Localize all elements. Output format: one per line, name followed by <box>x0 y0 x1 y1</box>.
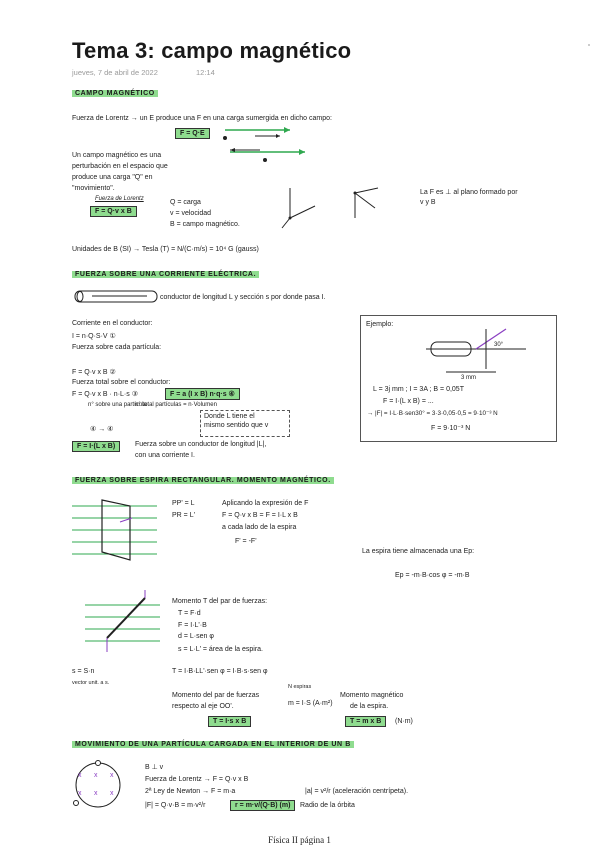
svg-text:x: x <box>94 790 98 797</box>
v-definition: v = velocidad <box>170 210 212 217</box>
t-fd: T = F·d <box>178 610 201 617</box>
t-equation: T = I·B·LL'·sen φ = I·B·s·sen φ <box>172 668 268 675</box>
espiras-note: N espiras <box>288 684 312 690</box>
f-boxed-4: F = a (I x B) n·q·s ④ <box>165 388 240 400</box>
donde-line-1: Donde L tiene el <box>204 413 255 420</box>
pp-label: PP' = L <box>172 500 195 507</box>
lorentz-small-label: Fuerza de Lorentz <box>95 196 144 202</box>
page-title: Tema 3: campo magnético <box>72 38 352 63</box>
units-line: Unidades de B (SI) → Tesla (T) = N/(C·m/s) = 10⁴ G (gauss) <box>72 246 259 253</box>
t-box: T = I·s x B <box>208 716 251 727</box>
lorentz-line: Fuerza de Lorentz → un E produce una F en una carga sumergida en dicho campo: <box>72 115 332 122</box>
section-heading-fuerza-corriente: FUERZA SOBRE UNA CORRIENTE ELÉCTRICA. <box>72 271 259 278</box>
ejemplo-data: L = 3j mm ; I = 3A ; B = 0,05T <box>373 386 464 393</box>
conductor-desc: conductor de longitud L y sección s por donde pasa I. <box>160 294 326 301</box>
orbit-sketch <box>68 755 138 815</box>
def-line-1: Un campo magnético es una <box>72 152 162 159</box>
arrow-4: ④ → ④ <box>90 426 114 433</box>
formula-f-qvb: F = Q·v x B <box>90 206 137 217</box>
b-definition: B = campo magnético. <box>170 221 240 228</box>
nparts-note: n° sobre una partícula <box>88 402 147 408</box>
f-total-eq: F = Q·v x B · n·L·s ③ <box>72 391 138 398</box>
note-time: 12:14 <box>196 68 215 77</box>
f-eq-2: F = Q·v x B ② <box>72 369 116 376</box>
charge-field-sketch <box>220 120 360 180</box>
m-equation: m = I·S (A·m²) <box>288 700 333 707</box>
lorentz-force: Fuerza de Lorentz → F = Q·v x B <box>145 776 249 783</box>
momento-par-line-1: Momento del par de fuerzas <box>172 692 260 699</box>
ejemplo-label: Ejemplo: <box>366 321 394 328</box>
fuerza-total-label: Fuerza total sobre el conductor: <box>72 379 171 386</box>
aplicando-4: F' = -F' <box>235 538 257 545</box>
pr-label: PR = L' <box>172 512 195 519</box>
conductor-sketch <box>72 288 162 306</box>
donde-line-2: mismo sentido que v <box>204 422 269 429</box>
espira-sketch <box>72 492 162 572</box>
b-perp-v: B ⊥ v <box>145 764 164 771</box>
section-heading-movimiento: MOVIMIENTO DE UNA PARTÍCULA CARGADA EN EL INTERIOR DE UN B <box>72 741 354 748</box>
svg-text:x: x <box>94 772 98 779</box>
ejemplo-angle: 30° <box>494 342 504 348</box>
i-equation: I = n·Q·S·V ① <box>72 333 116 340</box>
s-area: s = L·L' = área de la espira. <box>178 646 263 653</box>
ejemplo-box <box>360 315 557 442</box>
ejemplo-sketch <box>406 324 546 379</box>
ejemplo-modulo: → |F| = I·L·B·sen30° = 3·3·0,05·0,5 = 9·10⁻³ N <box>367 410 498 417</box>
donde-box <box>200 410 290 437</box>
radio-label: Radio de la órbita <box>300 802 355 809</box>
note-date: jueves, 7 de abril de 2022 <box>72 68 158 77</box>
svg-text:x: x <box>78 772 82 779</box>
espira-ep-line: La espira tiene almacenada una Ep: <box>362 548 475 555</box>
section-heading-campo: CAMPO MAGNÉTICO <box>72 90 158 97</box>
f-ilb: F = I·L'·B <box>178 622 207 629</box>
aplicando-1: Aplicando la expresión de F <box>222 500 309 507</box>
vector-axes-sketch <box>280 178 420 233</box>
momento-par-title: Momento T del par de fuerzas: <box>172 598 268 605</box>
ejemplo-resultado: F = 9·10⁻³ N <box>431 425 471 432</box>
def-line-2: perturbación en el espacio que <box>72 163 168 170</box>
radio-equation: |F| = Q·v·B = m·v²/r <box>145 802 206 809</box>
svg-text:x: x <box>78 790 82 797</box>
nparts-total: n° total partículas = n·Volumen <box>135 402 217 408</box>
newton-law: 2ª Ley de Newton → F = m·a <box>145 788 236 795</box>
aplicando-2: F = Q·v x B = F = I·L x B <box>222 512 298 519</box>
ejemplo-length: 3 mm <box>461 375 476 379</box>
scroll-marker <box>588 44 590 46</box>
def-line-3: produce una carga "Q" en <box>72 174 153 181</box>
t-mb-box: T = m x B <box>345 716 386 727</box>
s-sn: s = S·n <box>72 668 95 675</box>
aplicando-3: a cada lado de la espira <box>222 524 297 531</box>
radio-box: r = m·v/(Q·B) (m) <box>230 800 295 811</box>
nm-unit: (N·m) <box>395 718 413 725</box>
perp-line-2: v y B <box>420 199 436 206</box>
section-heading-espira: FUERZA SOBRE ESPIRA RECTANGULAR. MOMENTO MAGNÉTICO. <box>72 477 334 484</box>
ejemplo-f: F = I·(L x B) = ... <box>383 398 434 405</box>
f-il-desc-1: Fuerza sobre un conductor de longitud |L|, <box>135 441 267 448</box>
ep-equation: Ep = -m·B·cos φ = -m·B <box>395 572 470 579</box>
corriente-label: Corriente en el conductor: <box>72 320 153 327</box>
q-definition: Q = carga <box>170 199 201 206</box>
momento-mag-1: Momento magnético <box>340 692 404 699</box>
perp-line-1: La F es ⊥ al plano formado por <box>420 189 518 196</box>
formula-f-qe: F = Q·E <box>175 128 210 139</box>
f-il-desc-2: con una corriente I. <box>135 452 195 459</box>
d-lsen: d = L·sen φ <box>178 633 214 640</box>
fuerza-particula-label: Fuerza sobre cada partícula: <box>72 344 162 351</box>
momento-par-line-2: respecto al eje OO'. <box>172 703 234 710</box>
f-il-box: F = I·(L x B) <box>72 441 120 452</box>
aceleracion: |a| = v²/r (aceleración centrípeta). <box>305 788 409 795</box>
svg-text:x: x <box>110 772 114 779</box>
svg-text:x: x <box>110 790 114 797</box>
def-line-4: "movimiento". <box>72 185 115 192</box>
vector-unit-note: vector unit. a s. <box>72 680 110 686</box>
momento-mag-2: de la espira. <box>350 703 389 710</box>
page-footer: Física II página 1 <box>268 835 331 845</box>
momento-sketch <box>85 590 165 655</box>
